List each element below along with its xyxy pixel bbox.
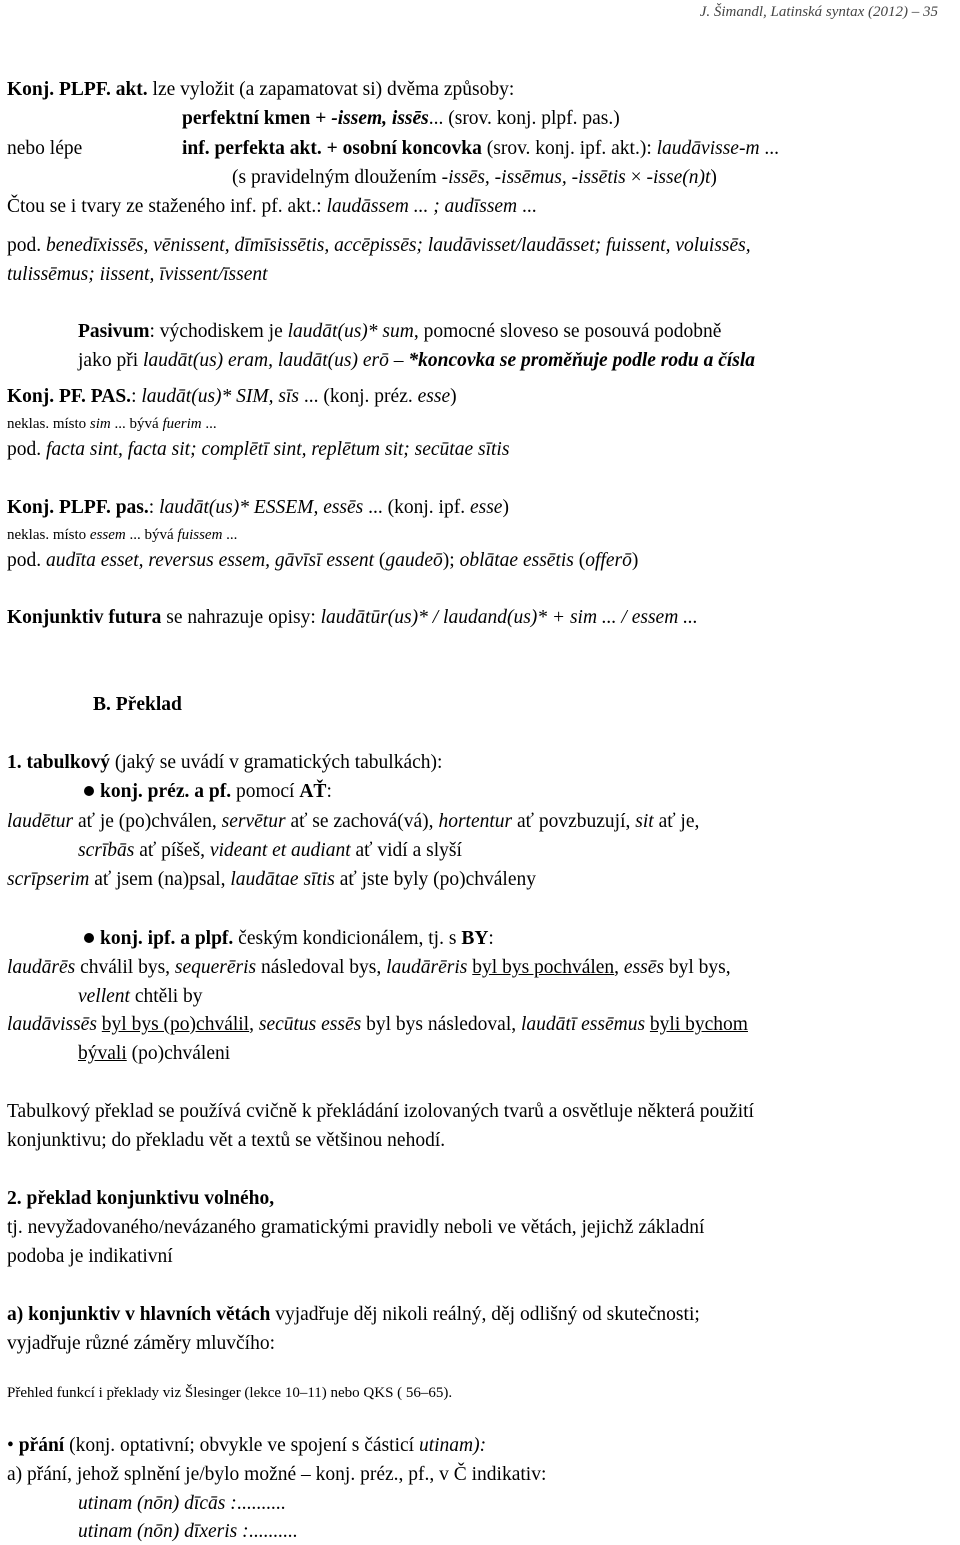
line-futura: Konjunktiv futura se nahrazuje opisy: laudātūr(us)* / laudand(us)* + sim ... / essem ... — [7, 607, 698, 628]
line-prani: • přání (konj. optativní; obvykle ve spojení s částicí utinam): — [7, 1435, 487, 1456]
bullet-icon: • — [7, 1435, 14, 1456]
line-hlavni-vety-2: vyjadřuje různé záměry mluvčího: — [7, 1333, 276, 1354]
line-volny-2: tj. nevyžadovaného/nevázaného gramatickými pravidly neboli ve větách, jejichž základní — [7, 1217, 705, 1238]
line-perfect-stem: perfektní kmen + -issem, issēs... (srov. konj. plpf. pas.) — [182, 108, 620, 129]
line-konj-pf-pas: Konj. PF. PAS.: laudāt(us)* SIM, sīs ... (konj. préz. esse) — [7, 386, 457, 407]
line-better: nebo lépe — [7, 138, 83, 159]
line-neklas-2: neklas. místo essem ... bývá fuissem ... — [7, 527, 238, 543]
line-note-1: Tabulkový překlad se používá cvičně k překládání izolovaných tvarů a osvětluje některá použití — [7, 1101, 754, 1122]
line-by-examples-1: laudārēs chválil bys, sequerēris následoval bys, laudārēris byl bys pochválen, essēs byl bys, — [7, 957, 731, 978]
section-title-preklad: B. Překlad — [93, 694, 182, 715]
line-utinam-1: utinam (nōn) dīcās :.......... — [78, 1493, 286, 1514]
line-by-examples-2: vellent chtěli by — [78, 986, 203, 1007]
line-plpf-akt: Konj. PLPF. akt. lze vyložit (a zapamatovat si) dvěma způsoby: — [7, 79, 515, 100]
line-pasivum: Pasivum: východiskem je laudāt(us)* sum, pomocné sloveso se posouvá podobně — [78, 321, 722, 342]
line-at-examples-3: scrīpserim ať jsem (na)psal, laudātae sītis ať jste byly (po)chváleny — [7, 869, 536, 890]
line-pod-plpf-pas: pod. audīta esset, reversus essem, gāvīsī essent (gaudeō); oblātae essētis (offerō) — [7, 550, 639, 571]
line-konj-plpf-pas: Konj. PLPF. pas.: laudāt(us)* ESSEM, essēs ... (konj. ipf. esse) — [7, 497, 509, 518]
line-volny: 2. překlad konjunktivu volného, — [7, 1188, 275, 1209]
line-tabulkovy: 1. tabulkový (jaký se uvádí v gramatických tabulkách): — [7, 752, 443, 773]
line-examples-2: tulissēmus; iissent, īvissent/īssent — [7, 264, 268, 285]
line-contracted: Čtou se i tvary ze staženého inf. pf. akt.: laudāssem ... ; audīssem ... — [7, 196, 537, 217]
line-by-examples-4: bývali (po)chváleni — [78, 1043, 231, 1064]
line-examples-1: pod. benedīxissēs, vēnissent, dīmīsissētis, accēpissēs; laudāvisset/laudāsset; fuissent, voluissēs, — [7, 235, 751, 256]
line-prehled: Přehled funkcí i překlady viz Šlesinger (lekce 10–11) nebo QKS ( 56–65). — [7, 1385, 453, 1401]
line-lengthening: (s pravidelným dloužením -issēs, -issēmus, -issētis × -isse(n)t) — [232, 167, 717, 188]
line-konj-prez-pf: konj. préz. a pf. pomocí AŤ: — [84, 780, 332, 804]
line-konj-ipf-plpf: konj. ipf. a plpf. českým kondicionálem, tj. s BY: — [84, 927, 494, 951]
bullet-icon — [84, 933, 94, 943]
line-hlavni-vety: a) konjunktiv v hlavních větách vyjadřuje děj nikoli reálný, děj odlišný od skutečnosti; — [7, 1304, 700, 1325]
line-at-examples-2: scrībās ať píšeš, videant et audiant ať vidí a slyší — [78, 840, 462, 861]
page-header: J. Šimandl, Latinská syntax (2012) – 35 — [699, 4, 938, 20]
line-pasivum-2: jako při laudāt(us) eram, laudāt(us) erō – *koncovka se proměňuje podle rodu a čísla — [78, 350, 756, 371]
line-at-examples-1: laudētur ať je (po)chválen, servētur ať se zachová(vá), hortentur ať povzbuzují, sit ať je, — [7, 811, 700, 832]
line-prani-2: a) přání, jehož splnění je/bylo možné – konj. préz., pf., v Č indikativ: — [7, 1464, 547, 1485]
line-inf-perf: inf. perfekta akt. + osobní koncovka (srov. konj. ipf. akt.): laudāvisse-m ... — [182, 138, 780, 159]
line-by-examples-3: laudāvissēs byl bys (po)chválil, secūtus essēs byl bys následoval, laudātī essēmus byli bychom — [7, 1014, 748, 1035]
line-neklas-1: neklas. místo sim ... bývá fuerim ... — [7, 416, 217, 432]
line-utinam-2: utinam (nōn) dīxeris :.......... — [78, 1521, 298, 1542]
line-note-2: konjunktivu; do překladu vět a textů se většinou nehodí. — [7, 1130, 446, 1151]
bullet-icon — [84, 786, 94, 796]
line-volny-3: podoba je indikativní — [7, 1246, 173, 1267]
line-pod-pf-pas: pod. facta sint, facta sit; complētī sint, replētum sit; secūtae sītis — [7, 439, 510, 460]
